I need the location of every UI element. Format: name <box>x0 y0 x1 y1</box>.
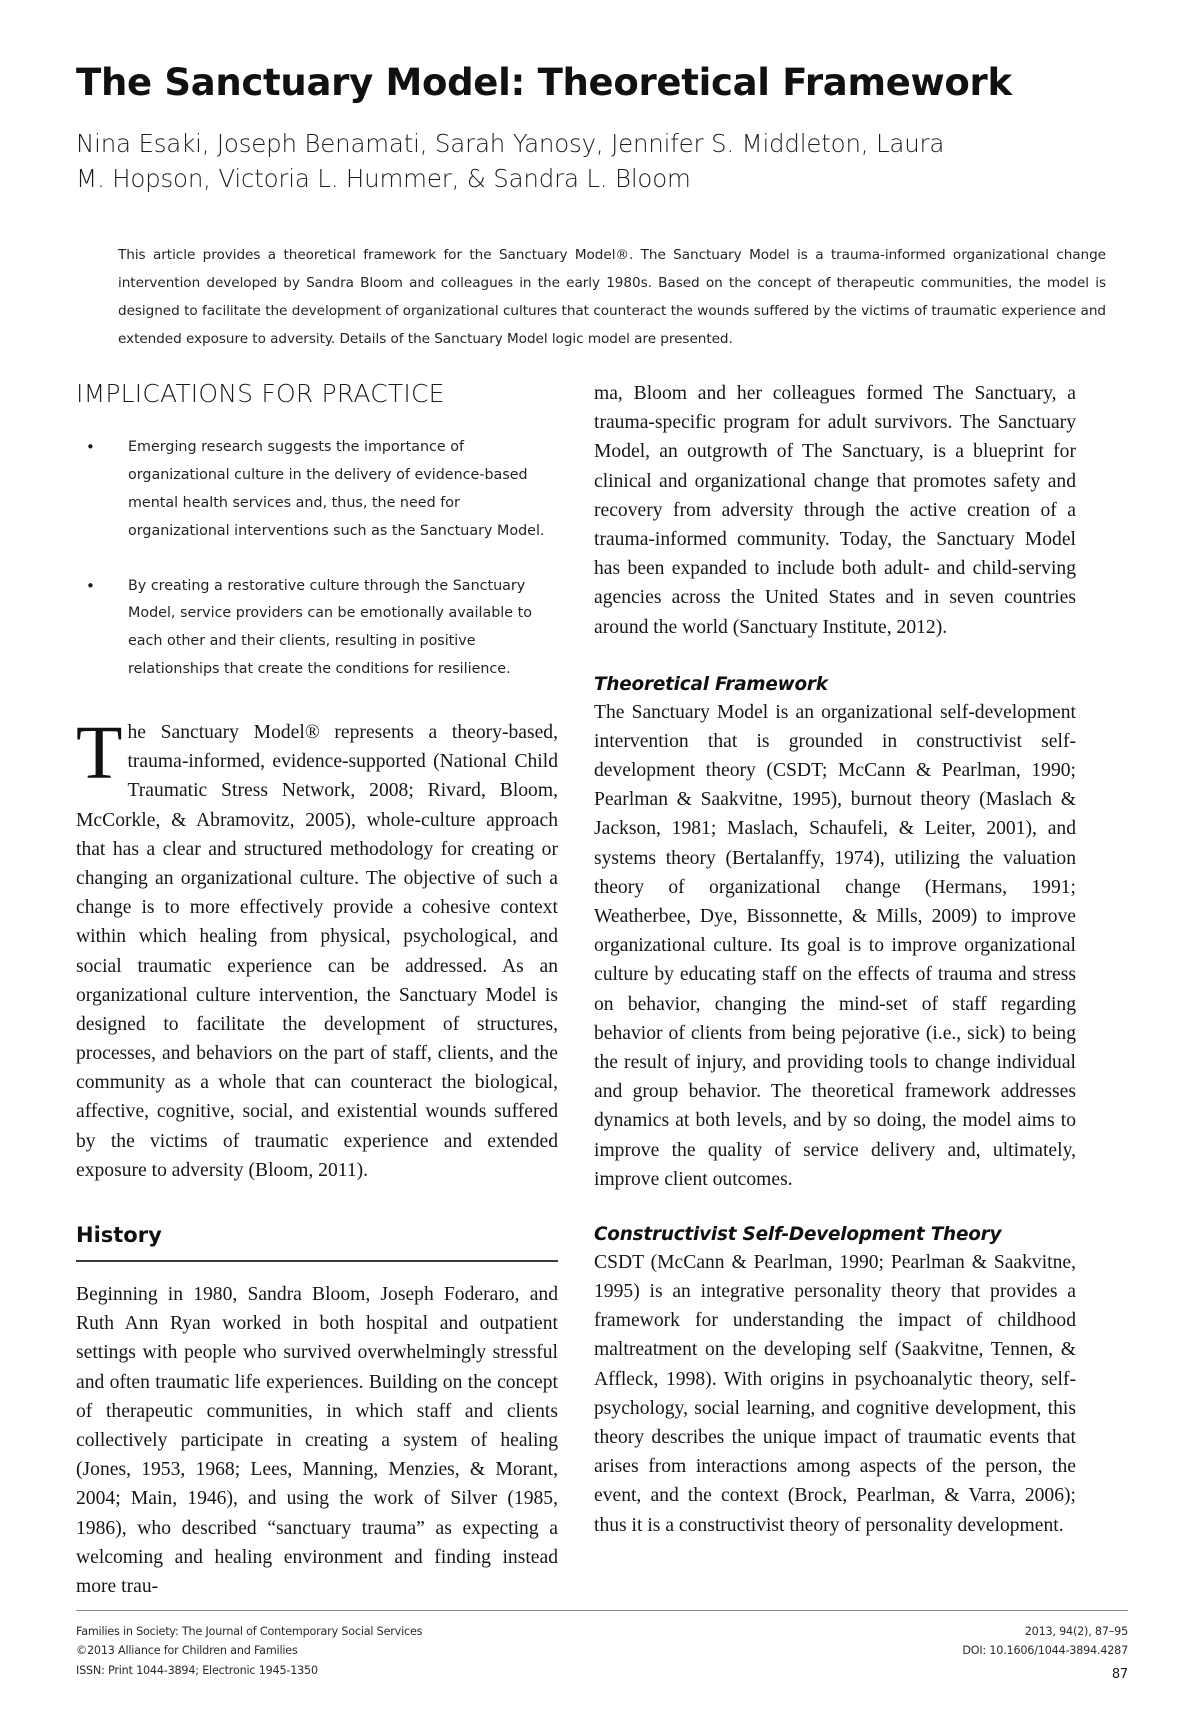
footer-rule <box>76 1610 1128 1611</box>
issn-line: ISSN: Print 1044-3894; Electronic 1945-1350 <box>76 1663 318 1677</box>
copyright-line: ©2013 Alliance for Children and Families <box>76 1644 298 1658</box>
page-footer <box>76 1610 1128 1683</box>
right-column <box>594 379 1076 1601</box>
implications-heading: IMPLICATIONS FOR PRACTICE <box>76 379 445 408</box>
csdt-paragraph: CSDT (McCann & Pearlman, 1990; Pearlman & Saakvitne, 1995) is an integrative personality theory that provides a framework for understanding the impact of childhood maltreatment on the developing self (Saakvitne, Tennen, & Affleck, 1998). With origins in psychoanalytic theory, self-psychology, social learning, and cognitive development, this theory describes the unique impact of traumatic events that arises from interactions among aspects of the person, the event, and the context (Brock, Pearlman, & Varra, 2006); thus it is a constructivist theory of personality development. <box>594 1251 1076 1536</box>
doi-line: DOI: 10.1606/1044-3894.4287 <box>962 1644 1128 1658</box>
theoretical-framework-heading: Theoretical Framework <box>594 673 828 695</box>
page-number: 87 <box>1111 1667 1128 1683</box>
author-list: Nina Esaki, Joseph Benamati, Sarah Yanosy, Jennifer S. Middleton, Laura M. Hopson, Victoria L. Hummer, & Sandra L. Bloom <box>76 129 945 194</box>
history-heading: History <box>76 1223 162 1247</box>
page-title: The Sanctuary Model: Theoretical Framework <box>76 61 1012 104</box>
history-paragraph: Beginning in 1980, Sandra Bloom, Joseph Foderaro, and Ruth Ann Ryan worked in both hospital and outpatient settings with people who survived overwhelmingly stressful and often traumatic life experiences. Building on the concept of therapeutic communities, in which staff and clients collectively participate in creating a system of healing (Jones, 1953, 1968; Lees, Manning, Menzies, & Morant, 2004; Main, 1946), and using the work of Silver (1985, 1986), who described “sanctuary trauma” as expecting a welcoming and healing environment and finding instead more trau- <box>76 1284 558 1597</box>
csdt-heading: Constructivist Self-Development Theory <box>594 1223 1002 1245</box>
theoretical-framework-paragraph: The Sanctuary Model is an organizational self-development intervention that is grounded in constructivist self-development theory (CSDT; McCann & Pearlman, 1990; Pearlman & Saakvitne, 1995), burnout theory (Maslach & Jackson, 1981; Maslach, Schaufeli, & Leiter, 2001), and systems theory (Bertalanffy, 1974), utilizing the valuation theory of organizational change (Hermans, 1991; Weatherbee, Dye, Bissonnette, & Mills, 2009) to improve organizational culture. Its goal is to improve organizational culture by educating staff on the effects of trauma and stress on behavior, changing the mind-set of staff regarding behavior of clients from being pejorative (i.e., sick) to being the result of injury, and providing tools to change individual and group behavior. The theoretical framework addresses dynamics at both levels, and by so doing, the model aims to improve the quality of service delivery and, ultimately, improve client outcomes. <box>594 701 1076 1190</box>
citation-line: 2013, 94(2), 87–95 <box>1024 1625 1128 1639</box>
history-rule <box>76 1260 558 1262</box>
footer-right <box>828 1622 1128 1683</box>
footer-content <box>76 1622 1128 1683</box>
abstract-text: This article provides a theoretical framework for the Sanctuary Model®. The Sanctuary Model is a trauma-informed organizational change intervention developed by Sandra Bloom and colleagues in the early 1980s. Based on the concept of therapeutic communities, the model is designed to facilitate the development of organizational cultures that counteract the wounds suffered by the victims of traumatic experience and extended exposure to adversity. Details of the Sanctuary Model logic model are presented. <box>118 247 1106 347</box>
drop-cap: T <box>76 711 123 795</box>
intro-paragraph-text: he Sanctuary Model® represents a theory-based, trauma-informed, evidence-supported (National Child Traumatic Stress Network, 2008; Rivard, Bloom, McCorkle, & Abramovitz, 2005), whole-culture approach that has a clear and structured methodology for creating or changing an organizational culture. The objective of such a change is to more effectively provide a cohesive context within which healing from physical, psychological, and social traumatic experience can be addressed. As an organizational culture intervention, the Sanctuary Model is designed to facilitate the development of structures, processes, and behaviors on the part of staff, clients, and the community as a whole that can counteract the biological, affective, cognitive, social, and existential wounds suffered by the victims of traumatic experience and extended exposure to adversity (Bloom, 2011). <box>76 722 558 1181</box>
list-item: • Emerging research suggests the importance of organizational culture in the delivery of evidence-based mental health services and, thus, the need for organizational interventions such as the Sanctuary Model. <box>76 434 558 546</box>
body-columns <box>76 379 1128 1601</box>
intro-paragraph <box>76 711 558 1185</box>
footer-left <box>76 1622 422 1680</box>
continued-paragraph: ma, Bloom and her colleagues formed The Sanctuary, a trauma-specific program for adult survivors. The Sanctuary Model, an outgrowth of The Sanctuary, is a blueprint for clinical and organizational change that promotes safety and recovery from adversity through the active creation of a trauma-informed community. Today, the Sanctuary Model has been expanded to include both adult- and child-serving agencies across the United States and in seven countries around the world (Sanctuary Institute, 2012). <box>594 383 1076 638</box>
journal-name: Families in Society: The Journal of Contemporary Social Services <box>76 1625 423 1639</box>
implications-list <box>76 434 558 684</box>
list-item: • By creating a restorative culture through the Sanctuary Model, service providers can be emotionally available to each other and their clients, resulting in positive relationships that create the conditions for resilience. <box>76 573 558 685</box>
left-column <box>76 379 558 1601</box>
